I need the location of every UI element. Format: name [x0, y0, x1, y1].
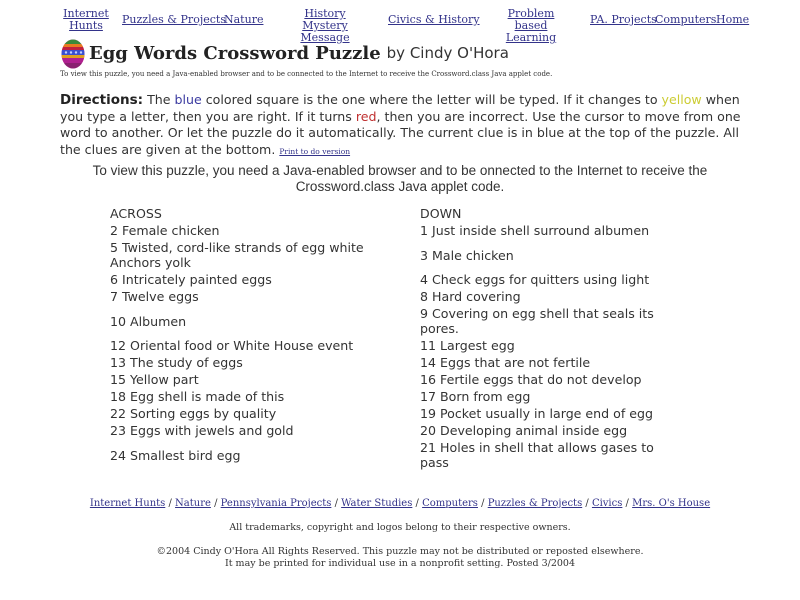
easter-egg-icon: [60, 37, 86, 69]
footer-separator: /: [622, 498, 633, 509]
nav-label-line1: Internet: [63, 7, 109, 20]
footer-separator: /: [210, 498, 221, 509]
directions-blue-word: blue: [174, 92, 202, 107]
nav-label-line1: Problem based: [507, 7, 555, 32]
nav-internet-hunts[interactable]: [62, 8, 110, 32]
across-clue: 5 Twisted, cord-like strands of egg white Anchors yolk: [110, 240, 364, 270]
copyright-line1: ©2004 Cindy O'Hora All Rights Reserved. This puzzle may not be distributed or reposted elsewhere.: [156, 546, 644, 557]
footer-link-civics[interactable]: Civics: [591, 498, 623, 509]
java-note-small: To view this puzzle, you need a Java-enabled browser and to be connected to the Internet to receive the Crossword.class Java applet code.: [60, 70, 553, 78]
footer-separator: /: [412, 498, 423, 509]
page-title: Egg Words Crossword Puzzle: [89, 42, 381, 64]
footer-links: [0, 498, 800, 509]
down-header: DOWN: [420, 206, 462, 221]
footer-link-computers[interactable]: Computers: [422, 498, 478, 509]
print-version-link[interactable]: Print to do version: [279, 146, 351, 156]
clue-row: [110, 389, 670, 406]
directions-text: when you type a letter, then you are right. If it turns: [60, 92, 740, 124]
clue-row: [110, 338, 670, 355]
clue-row: [110, 406, 670, 423]
down-clue: 14 Eggs that are not fertile: [420, 355, 591, 370]
down-clue: 3 Male chicken: [420, 247, 514, 263]
footer-link-pennsylvania-projects[interactable]: Pennsylvania Projects: [220, 498, 332, 509]
applet-note-line2: Crossword.class Java applet code.: [295, 179, 505, 194]
applet-note: [40, 163, 760, 195]
directions: [60, 92, 750, 160]
down-clue: 11 Largest egg: [420, 338, 515, 353]
directions-label: Directions:: [60, 92, 144, 108]
directions-text: , then you are incorrect. Use the cursor to move from one word to another. Or let the puzzle do it automatically. The current clue is in blue at the top of the puzzle. All the clues are given at the bottom.: [60, 108, 741, 157]
directions-text: The: [143, 92, 175, 107]
across-clue: 23 Eggs with jewels and gold: [110, 423, 294, 438]
author-byline: by Cindy O'Hora: [386, 44, 509, 62]
clue-row: [110, 372, 670, 389]
footer-link-water-studies[interactable]: Water Studies: [341, 498, 413, 509]
nav-label-line2: Learning: [505, 31, 557, 44]
footer-link-nature[interactable]: Nature: [175, 498, 211, 509]
clue-row: [110, 355, 670, 372]
trademarks-notice: All trademarks, copyright and logos belong to their respective owners.: [229, 522, 571, 533]
directions-text: colored square is the one where the letter will be typed. If it changes to: [201, 92, 662, 107]
across-clue: 24 Smallest bird egg: [110, 447, 241, 463]
nav-label-line1: History Mystery: [302, 7, 348, 32]
footer-separator: /: [582, 498, 592, 509]
footer-link-internet-hunts[interactable]: Internet Hunts: [89, 498, 166, 509]
nav-computers[interactable]: Computers: [655, 13, 717, 26]
clues-section: [110, 206, 680, 472]
down-clue: 17 Born from egg: [420, 389, 531, 404]
clues-table: [110, 206, 670, 472]
applet-note-line1: To view this puzzle, you need a Java-enabled browser and to be onnected to the Internet to receive the: [92, 163, 708, 178]
nav-home[interactable]: Home: [716, 13, 750, 26]
top-nav: [0, 7, 800, 44]
footer-link-mrs-o-house[interactable]: Mrs. O's House: [632, 498, 711, 509]
nav-pa-projects[interactable]: PA. Projects: [590, 13, 657, 26]
footer-separator: /: [331, 498, 342, 509]
clue-row: [110, 223, 670, 240]
down-clue: 9 Covering on egg shell that seals its pores.: [420, 306, 654, 336]
across-clue: 15 Yellow part: [110, 372, 199, 387]
clues-header-row: [110, 206, 670, 223]
across-clue: 22 Sorting eggs by quality: [110, 406, 277, 421]
clue-row: [110, 306, 670, 338]
across-clue: 10 Albumen: [110, 313, 187, 329]
nav-label-line2: Message: [300, 31, 350, 44]
footer-separator: /: [165, 498, 176, 509]
directions-red-word: red: [355, 108, 377, 124]
down-clue: 4 Check eggs for quitters using light: [420, 272, 650, 287]
down-clue: 21 Holes in shell that allows gases to pass: [420, 440, 654, 470]
across-clue: 12 Oriental food or White House event: [110, 338, 354, 353]
copyright-line2: It may be printed for individual use in a nonprofit setting. Posted 3/2004: [224, 558, 576, 569]
across-clue: 18 Egg shell is made of this: [110, 389, 285, 404]
copyright-notice: [0, 546, 800, 570]
down-clue: 1 Just inside shell surround albumen: [420, 223, 650, 238]
across-clue: 7 Twelve eggs: [110, 289, 199, 304]
footer-link-puzzles-projects[interactable]: Puzzles & Projects: [487, 498, 583, 509]
directions-yellow-word: yellow: [661, 92, 702, 107]
clue-row: [110, 440, 670, 472]
down-clue: 19 Pocket usually in large end of egg: [420, 406, 654, 421]
down-clue: 16 Fertile eggs that do not develop: [420, 372, 642, 387]
nav-civics-history[interactable]: Civics & History: [388, 13, 480, 26]
across-clue: 13 The study of eggs: [110, 355, 243, 370]
across-clue: 6 Intricately painted eggs: [110, 272, 272, 287]
clue-row: [110, 423, 670, 440]
down-clue: 8 Hard covering: [420, 289, 521, 304]
clue-row: [110, 240, 670, 272]
across-header: ACROSS: [110, 206, 162, 221]
nav-puzzles-projects[interactable]: Puzzles & Projects: [122, 13, 226, 26]
nav-nature[interactable]: Nature: [224, 13, 264, 26]
footer-separator: /: [477, 498, 488, 509]
clue-row: [110, 272, 670, 289]
nav-label-line2: Hunts: [69, 19, 103, 32]
across-clue: 2 Female chicken: [110, 223, 220, 238]
title-row: [60, 38, 509, 68]
clue-row: [110, 289, 670, 306]
down-clue: 20 Developing animal inside egg: [420, 423, 628, 438]
